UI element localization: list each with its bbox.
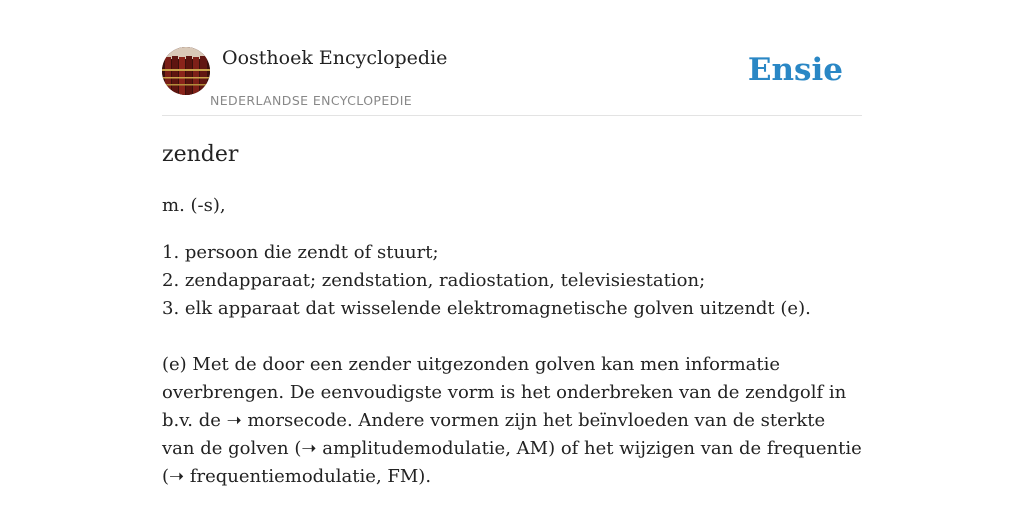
definition-item: 2. zendapparaat; zendstation, radiostation, televisiestation; <box>162 270 706 291</box>
site-tagline: NEDERLANDSE ENCYCLOPEDIE <box>210 93 413 108</box>
amplitudemodulatie-link[interactable]: amplitudemodulatie <box>322 438 506 459</box>
frequentiemodulatie-link[interactable]: frequentiemodulatie <box>189 466 376 487</box>
note-text: . Andere vormen zijn het beïnvloeden van de sterkte van de golven ( <box>162 410 826 459</box>
site-header <box>162 46 862 116</box>
definition-list <box>162 239 862 323</box>
entry-content <box>162 192 862 491</box>
encyclopedia-books-icon[interactable] <box>162 47 210 95</box>
definition-item: 3. elk apparaat dat wisselende elektromagnetische golven uitzendt (e). <box>162 298 811 319</box>
arrow-right-icon: ➝ <box>301 438 317 459</box>
entry-title: zender <box>162 142 239 167</box>
entry-note <box>162 351 862 491</box>
ensie-brand-link[interactable]: Ensie <box>747 52 843 88</box>
note-text: , FM). <box>375 466 432 487</box>
definition-item: 1. persoon die zendt of stuurt; <box>162 242 439 263</box>
note-text: , AM) of het wijzigen van de frequentie ( <box>162 438 862 487</box>
arrow-right-icon: ➝ <box>169 466 185 487</box>
entry-grammar: m. (-s), <box>162 195 226 216</box>
morsecode-link[interactable]: morsecode <box>247 410 347 431</box>
site-name-link[interactable]: Oosthoek Encyclopedie <box>222 47 448 69</box>
note-text: (e) Met de door een zender uitgezonden golven kan men informatie overbrengen. De eenvoudigste vorm is het onderbreken van de zendgolf in b.v. de <box>162 354 847 431</box>
arrow-right-icon: ➝ <box>226 410 242 431</box>
